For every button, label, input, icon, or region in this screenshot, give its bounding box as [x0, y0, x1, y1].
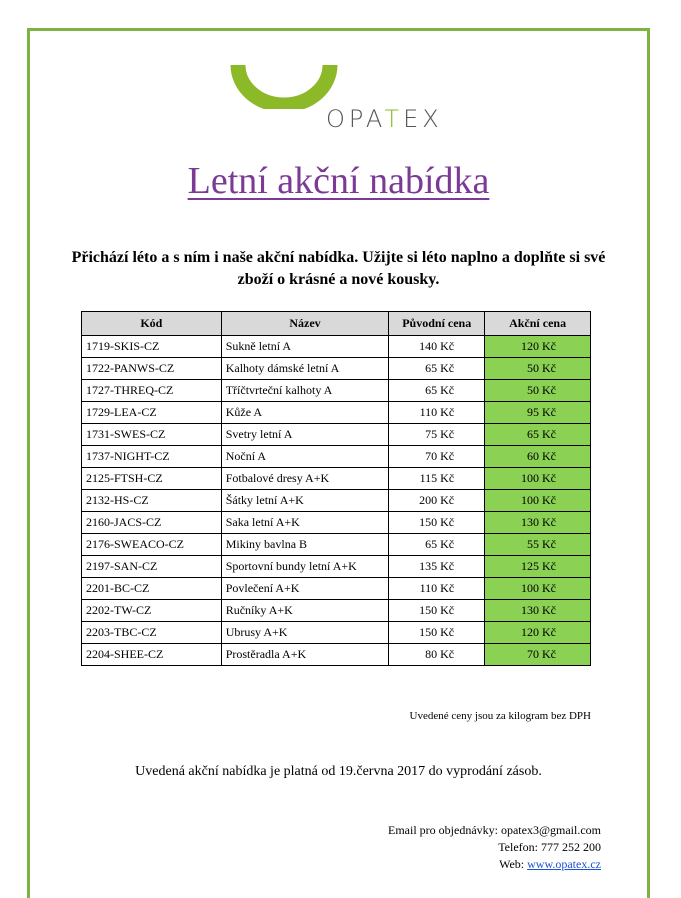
cell-original-price: 115 Kč: [389, 468, 485, 490]
cell-original-price: 75 Kč: [389, 424, 485, 446]
logo-arc-icon: [230, 47, 340, 109]
cell-code: 2202-TW-CZ: [82, 600, 222, 622]
cell-code: 1719-SKIS-CZ: [82, 336, 222, 358]
cell-name: Fotbalové dresy A+K: [221, 468, 389, 490]
cell-original-price: 65 Kč: [389, 534, 485, 556]
table-row: [82, 380, 591, 402]
cell-sale-price: 50 Kč: [485, 358, 591, 380]
cell-code: 2203-TBC-CZ: [82, 622, 222, 644]
cell-code: 2201-BC-CZ: [82, 578, 222, 600]
table-row: [82, 490, 591, 512]
contact-phone: Telefon: 777 252 200: [498, 840, 601, 854]
cell-code: 1737-NIGHT-CZ: [82, 446, 222, 468]
table-row: [82, 358, 591, 380]
cell-original-price: 150 Kč: [389, 600, 485, 622]
column-header-code: Kód: [82, 312, 222, 336]
cell-code: 1729-LEA-CZ: [82, 402, 222, 424]
website-link[interactable]: www.opatex.cz: [527, 857, 601, 871]
table-row: [82, 534, 591, 556]
cell-sale-price: 60 Kč: [485, 446, 591, 468]
table-header-row: [82, 312, 591, 336]
price-table: [81, 311, 591, 666]
cell-original-price: 70 Kč: [389, 446, 485, 468]
cell-name: Ručníky A+K: [221, 600, 389, 622]
table-row: [82, 424, 591, 446]
cell-sale-price: 55 Kč: [485, 534, 591, 556]
cell-original-price: 110 Kč: [389, 578, 485, 600]
cell-code: 1731-SWES-CZ: [82, 424, 222, 446]
table-row: [82, 600, 591, 622]
contact-web: [388, 856, 601, 873]
cell-sale-price: 100 Kč: [485, 468, 591, 490]
cell-sale-price: 95 Kč: [485, 402, 591, 424]
cell-code: 1727-THREQ-CZ: [82, 380, 222, 402]
cell-original-price: 135 Kč: [389, 556, 485, 578]
cell-sale-price: 130 Kč: [485, 512, 591, 534]
cell-code: 2176-SWEACO-CZ: [82, 534, 222, 556]
cell-code: 2197-SAN-CZ: [82, 556, 222, 578]
price-note: Uvedené ceny jsou za kilogram bez DPH: [409, 710, 591, 722]
opatex-logo: [230, 47, 490, 147]
logo-wordmark: OPATEX: [326, 105, 443, 133]
table-row: [82, 578, 591, 600]
cell-code: 2204-SHEE-CZ: [82, 644, 222, 666]
cell-original-price: 150 Kč: [389, 512, 485, 534]
cell-name: Svetry letní A: [221, 424, 389, 446]
cell-original-price: 110 Kč: [389, 402, 485, 424]
contact-email: Email pro objednávky: opatex3@gmail.com: [388, 823, 601, 837]
cell-sale-price: 100 Kč: [485, 490, 591, 512]
table-row: [82, 336, 591, 358]
cell-name: Sukně letní A: [221, 336, 389, 358]
cell-original-price: 200 Kč: [389, 490, 485, 512]
table-row: [82, 512, 591, 534]
cell-name: Sportovní bundy letní A+K: [221, 556, 389, 578]
column-header-original-price: Původní cena: [389, 312, 485, 336]
cell-sale-price: 100 Kč: [485, 578, 591, 600]
contact-block: [388, 822, 601, 873]
cell-sale-price: 125 Kč: [485, 556, 591, 578]
page-title: Letní akční nabídka: [187, 160, 490, 202]
cell-sale-price: 65 Kč: [485, 424, 591, 446]
cell-name: Šátky letní A+K: [221, 490, 389, 512]
table-row: [82, 402, 591, 424]
cell-original-price: 65 Kč: [389, 380, 485, 402]
cell-original-price: 80 Kč: [389, 644, 485, 666]
cell-name: Saka letní A+K: [221, 512, 389, 534]
cell-original-price: 140 Kč: [389, 336, 485, 358]
table-row: [82, 468, 591, 490]
cell-code: 2125-FTSH-CZ: [82, 468, 222, 490]
cell-name: Ubrusy A+K: [221, 622, 389, 644]
table-row: [82, 446, 591, 468]
table-body: [82, 336, 591, 666]
cell-sale-price: 120 Kč: [485, 622, 591, 644]
column-header-name: Název: [221, 312, 389, 336]
cell-name: Povlečení A+K: [221, 578, 389, 600]
cell-code: 1722-PANWS-CZ: [82, 358, 222, 380]
cell-name: Mikiny bavlna B: [221, 534, 389, 556]
cell-sale-price: 120 Kč: [485, 336, 591, 358]
page-frame: [27, 28, 650, 898]
cell-code: 2160-JACS-CZ: [82, 512, 222, 534]
cell-sale-price: 70 Kč: [485, 644, 591, 666]
cell-name: Kůže A: [221, 402, 389, 424]
cell-name: Tříčtvrteční kalhoty A: [221, 380, 389, 402]
cell-original-price: 65 Kč: [389, 358, 485, 380]
cell-sale-price: 130 Kč: [485, 600, 591, 622]
table-row: [82, 556, 591, 578]
table-row: [82, 644, 591, 666]
cell-code: 2132-HS-CZ: [82, 490, 222, 512]
cell-original-price: 150 Kč: [389, 622, 485, 644]
validity-text: Uvedená akční nabídka je platná od 19.června 2017 do vyprodání zásob.: [135, 764, 542, 779]
cell-name: Kalhoty dámské letní A: [221, 358, 389, 380]
cell-name: Noční A: [221, 446, 389, 468]
table-row: [82, 622, 591, 644]
cell-sale-price: 50 Kč: [485, 380, 591, 402]
column-header-sale-price: Akční cena: [485, 312, 591, 336]
contact-web-label: Web:: [499, 857, 528, 871]
intro-text: Přichází léto a s ním i naše akční nabídka. Užijte si léto naplno a doplňte si své zboží o krásné a nové kousky.: [71, 249, 606, 288]
cell-name: Prostěradla A+K: [221, 644, 389, 666]
